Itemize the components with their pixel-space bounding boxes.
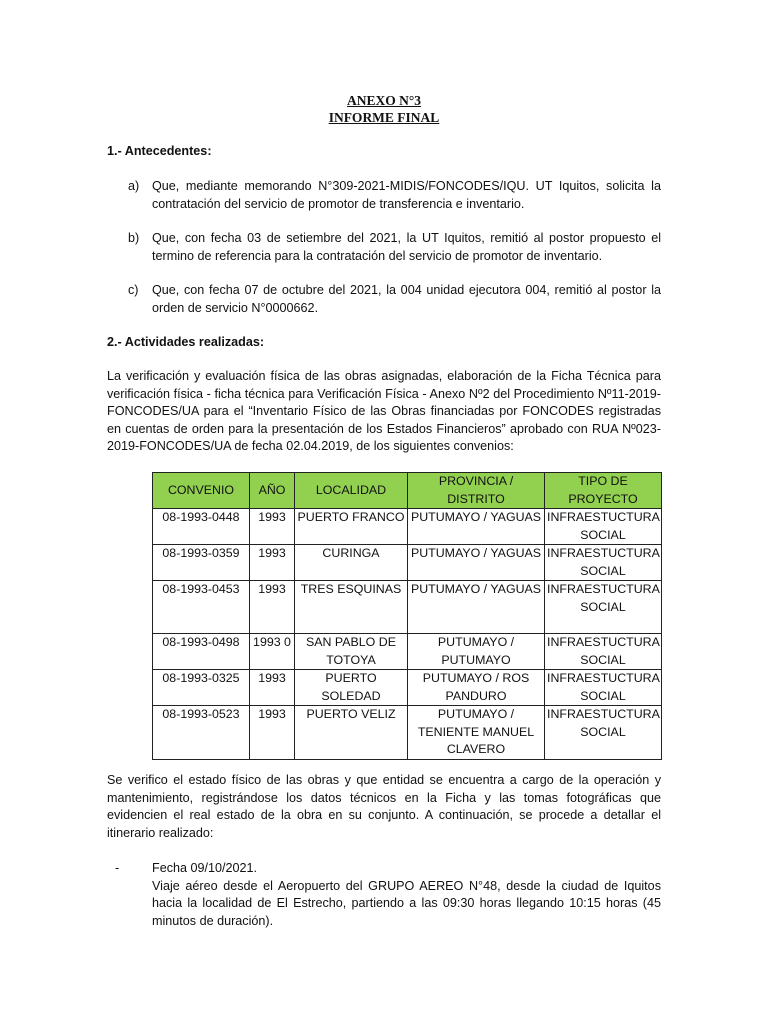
- list-item-text: Que, con fecha 03 de setiembre del 2021, la UT Iquitos, remitió al postor propuesto el termino de referencia para la contratación del servicio de promotor de inventario.: [152, 231, 661, 263]
- table-cell: PUTUMAYO / YAGUAS: [408, 545, 545, 581]
- list-item: [128, 178, 661, 213]
- list-marker: a): [128, 179, 140, 193]
- table-cell: 1993: [250, 581, 295, 634]
- column-header: AÑO: [250, 473, 295, 509]
- table-cell: PUERTO FRANCO: [295, 509, 408, 545]
- list-item-text: Que, mediante memorando N°309-2021-MIDIS/FONCODES/IQU. UT Iquitos, solicita la contratación del servicio de promotor de transferencia e inventario.: [152, 179, 661, 211]
- column-header: TIPO DE PROYECTO: [545, 473, 662, 509]
- list-marker: b): [128, 231, 140, 245]
- list-item-text: Que, con fecha 07 de octubre del 2021, la 004 unidad ejecutora 004, remitió al postor la orden de servicio N°0000662.: [152, 283, 661, 315]
- table-cell: 08-1993-0453: [153, 581, 250, 634]
- section-heading-antecedentes: 1.- Antecedentes:: [107, 144, 212, 158]
- table-cell: PUTUMAYO / PUTUMAYO: [408, 634, 545, 670]
- table-cell: 08-1993-0448: [153, 509, 250, 545]
- table-cell: INFRAESTUCTURA SOCIAL: [545, 634, 662, 670]
- table-cell: PUTUMAYO / YAGUAS: [408, 581, 545, 634]
- table-cell: PUERTO SOLEDAD: [295, 670, 408, 706]
- table-cell: INFRAESTUCTURA SOCIAL: [545, 581, 662, 634]
- list-item: [128, 230, 661, 265]
- report-title: INFORME FINAL: [328, 110, 440, 125]
- bullet-description: Viaje aéreo desde el Aeropuerto del GRUPO AEREO N°48, desde la ciudad de Iquitos hacia la localidad de El Estrecho, partiendo a las 09:30 horas llegando 10:15 horas (45 minutos de duración).: [152, 878, 661, 928]
- list-item: [128, 282, 661, 317]
- column-header: LOCALIDAD: [295, 473, 408, 509]
- list-marker: c): [128, 283, 139, 297]
- table-row: [153, 706, 662, 760]
- table-cell: 08-1993-0523: [153, 706, 250, 760]
- table-cell: INFRAESTUCTURA SOCIAL: [545, 509, 662, 545]
- table-cell: 1993: [250, 670, 295, 706]
- table-row: [153, 670, 662, 706]
- table-cell: PUTUMAYO / ROS PANDURO: [408, 670, 545, 706]
- table-cell: TRES ESQUINAS: [295, 581, 408, 634]
- table-cell: INFRAESTUCTURA SOCIAL: [545, 670, 662, 706]
- table-cell: SAN PABLO DE TOTOYA: [295, 634, 408, 670]
- table-cell: INFRAESTUCTURA SOCIAL: [545, 706, 662, 760]
- table-row: [153, 581, 662, 634]
- table-cell: PUTUMAYO / YAGUAS: [408, 509, 545, 545]
- table-cell: 1993: [250, 509, 295, 545]
- table-cell: 08-1993-0498: [153, 634, 250, 670]
- table-cell: 08-1993-0359: [153, 545, 250, 581]
- table-cell: 1993 0: [250, 634, 295, 670]
- table-row: [153, 545, 662, 581]
- table-cell: CURINGA: [295, 545, 408, 581]
- table-cell: PUERTO VELIZ: [295, 706, 408, 760]
- table-cell: 08-1993-0325: [153, 670, 250, 706]
- intro-paragraph: La verificación y evaluación física de las obras asignadas, elaboración de la Ficha Técnica para verificación física - ficha técnica para Verificación Física - Anexo Nº2 del Procedimiento Nº11-2019-FONCODES/UA para el “Inventario Físico de las Obras financiadas por FONCODES registradas en cuentas de orden para la presentación de los Estados Financieros” aprobado con RUA Nº023-2019-FONCODES/UA de fecha 02.04.2019, de los siguientes convenios:: [107, 369, 661, 453]
- table-cell: 1993: [250, 545, 295, 581]
- bullet-date: Fecha 09/10/2021.: [152, 861, 258, 875]
- itinerary-paragraph: Se verifico el estado físico de las obras y que entidad se encuentra a cargo de la operación y mantenimiento, registrándose los datos técnicos en la Ficha y las tomas fotográficas que evidencien el real estado de la obra en su conjunto. A continuación, se procede a detallar el itinerario realizado:: [107, 773, 661, 840]
- table-row: [153, 509, 662, 545]
- table-cell: INFRAESTUCTURA SOCIAL: [545, 545, 662, 581]
- table-row: [153, 634, 662, 670]
- table-cell: PUTUMAYO / TENIENTE MANUEL CLAVERO: [408, 706, 545, 760]
- section-heading-actividades: 2.- Actividades realizadas:: [107, 335, 265, 349]
- itinerary-bullet: [115, 860, 661, 930]
- table-header-row: [153, 473, 662, 509]
- convenios-table: [152, 472, 662, 760]
- column-header: PROVINCIA / DISTRITO: [408, 473, 545, 509]
- column-header: CONVENIO: [153, 473, 250, 509]
- bullet-marker: -: [115, 861, 120, 875]
- table-cell: 1993: [250, 706, 295, 760]
- annex-title: ANEXO N°3: [346, 93, 422, 108]
